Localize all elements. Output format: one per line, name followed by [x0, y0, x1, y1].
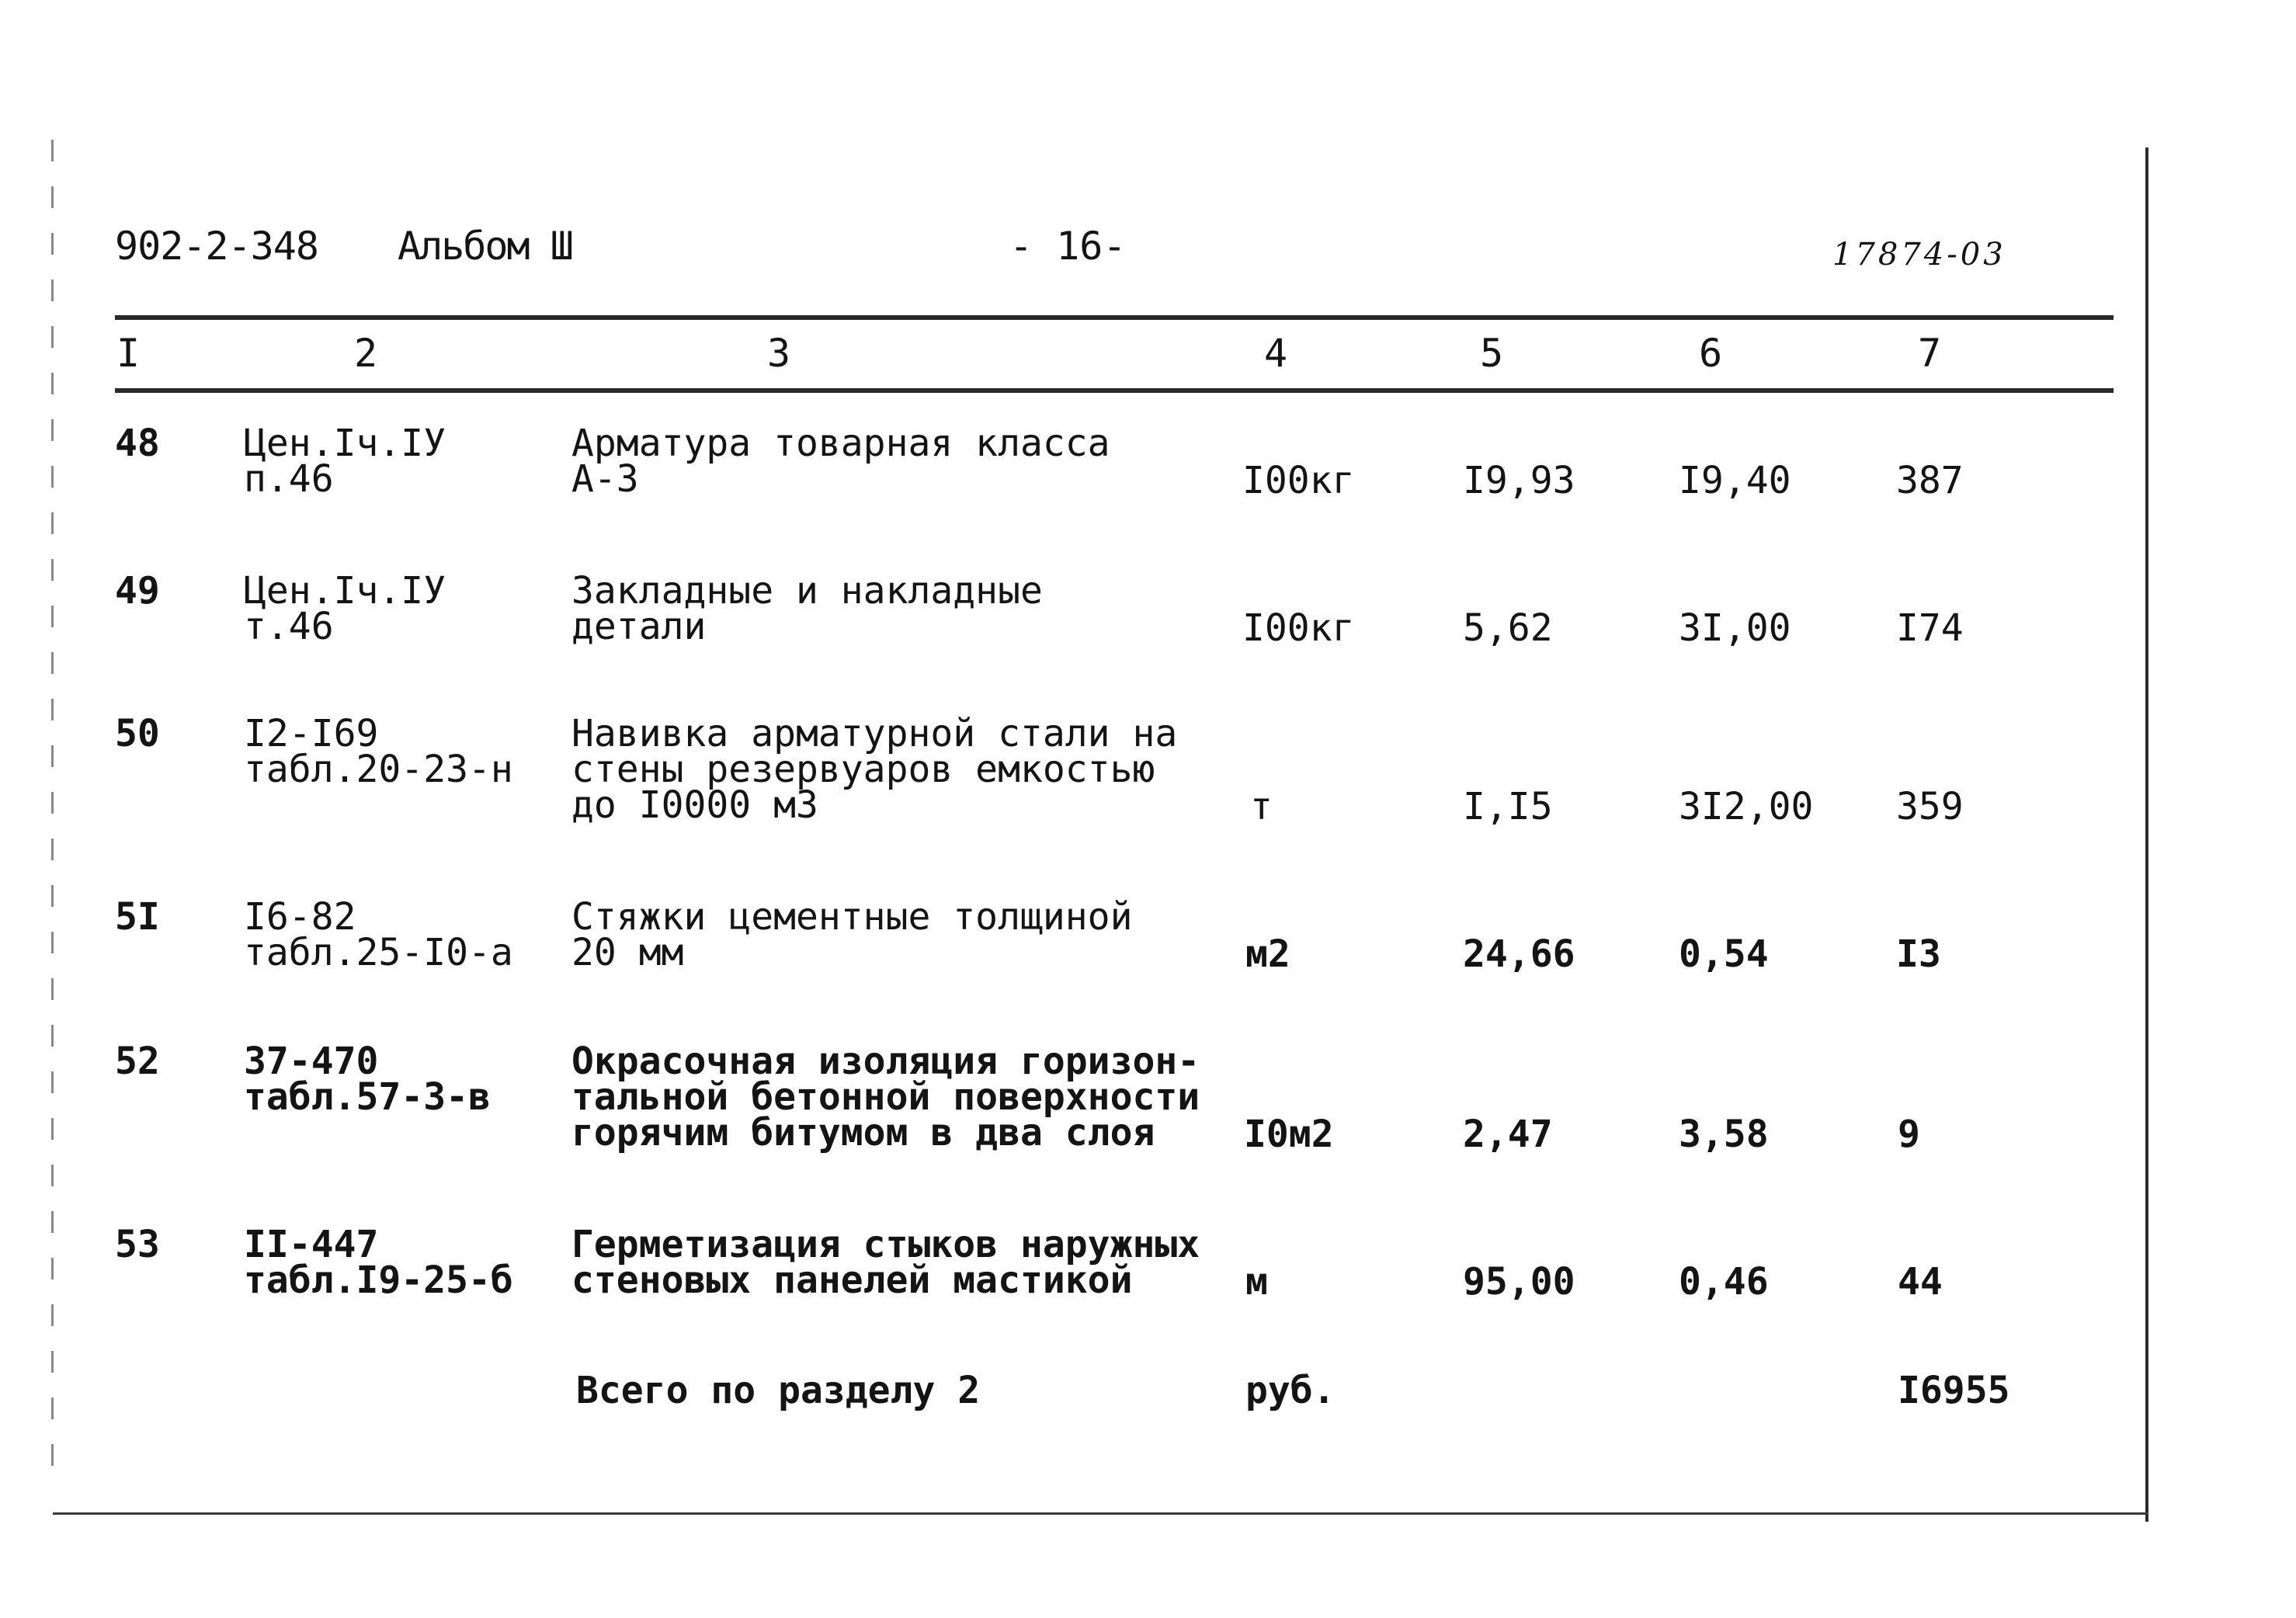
column-number: 2: [354, 331, 378, 376]
row-description-line: А-3: [571, 457, 639, 501]
column-number: 6: [1699, 331, 1723, 376]
row-unit-price: I9,40: [1679, 459, 1791, 502]
column-number: I: [116, 331, 141, 376]
row-description-line: Навивка арматурной стали на: [571, 712, 1178, 755]
row-number: 52: [115, 1040, 160, 1083]
row-number: 50: [115, 712, 160, 755]
row-unit-price: 3,58: [1679, 1113, 1769, 1156]
row-unit-price: 0,46: [1679, 1260, 1769, 1304]
row-unit-price: 3I,00: [1679, 606, 1791, 650]
row-quantity: 24,66: [1463, 932, 1575, 976]
row-code-line: т.46: [244, 605, 334, 648]
frame-bottom-border: [53, 1512, 2148, 1515]
row-description-line: тальной бетонной поверхности: [571, 1075, 1200, 1119]
row-total: 44: [1898, 1260, 1943, 1304]
row-code-line: табл.20-23-н: [244, 748, 513, 791]
row-code-line: табл.25-I0-а: [244, 931, 513, 974]
row-description-line: Арматура товарная класса: [571, 422, 1110, 465]
row-number: 48: [115, 422, 160, 465]
row-number: 5I: [115, 895, 160, 939]
row-total: I3: [1896, 932, 1941, 976]
doc-code: 902-2-348: [115, 224, 318, 269]
row-description-line: до I0000 м3: [571, 783, 818, 827]
row-code-line: I2-I69: [244, 712, 379, 755]
table-top-rule: [115, 315, 2114, 320]
column-number: 5: [1480, 331, 1504, 376]
column-number: 3: [767, 331, 791, 376]
row-quantity: 95,00: [1463, 1260, 1575, 1304]
stamp-number: 17874-03: [1832, 237, 2006, 273]
row-code-line: II-447: [244, 1223, 379, 1266]
row-code-line: табл.57-3-в: [244, 1075, 491, 1119]
page-number: - 16-: [1009, 224, 1127, 269]
summary-total: I6955: [1898, 1369, 2010, 1412]
row-code-line: I6-82: [244, 895, 356, 939]
row-unit: I00кг: [1242, 606, 1355, 650]
row-unit: м: [1245, 1260, 1268, 1304]
row-unit: м2: [1245, 932, 1290, 976]
frame-left-dashes: [51, 140, 54, 1475]
summary-label: Всего по разделу 2: [576, 1369, 981, 1412]
album-label: Альбом Ш: [398, 224, 572, 269]
row-quantity: I9,93: [1463, 459, 1575, 502]
row-code-line: табл.I9-25-б: [244, 1259, 513, 1302]
row-quantity: 5,62: [1463, 606, 1553, 650]
row-description-line: Герметизация стыков наружных: [571, 1223, 1200, 1266]
row-quantity: 2,47: [1463, 1113, 1553, 1156]
row-number: 53: [115, 1223, 160, 1266]
row-description-line: Закладные и накладные: [571, 569, 1043, 613]
row-total: 9: [1898, 1113, 1920, 1156]
summary-unit: руб.: [1245, 1369, 1336, 1412]
row-code-line: Цен.Iч.IУ: [244, 569, 446, 613]
row-description-line: детали: [571, 605, 707, 648]
row-number: 49: [115, 569, 160, 613]
row-code-line: п.46: [244, 457, 334, 501]
table-header-rule: [115, 388, 2114, 393]
row-description-line: Окрасочная изоляция горизон-: [571, 1040, 1200, 1083]
row-description-line: Стяжки цементные толщиной: [571, 895, 1133, 939]
row-quantity: I,I5: [1463, 785, 1553, 828]
row-total: 387: [1896, 459, 1964, 502]
column-number: 4: [1264, 331, 1288, 376]
row-description-line: стеновых панелей мастикой: [571, 1259, 1133, 1302]
row-total: I74: [1896, 606, 1964, 650]
frame-right-border: [2145, 148, 2148, 1522]
column-number: 7: [1918, 331, 1942, 376]
row-unit-price: 0,54: [1679, 932, 1769, 976]
row-code-line: Цен.Iч.IУ: [244, 422, 446, 465]
row-description-line: горячим битумом в два слоя: [571, 1111, 1155, 1154]
row-description-line: стены резервуаров емкостью: [571, 748, 1155, 791]
row-code-line: 37-470: [244, 1040, 379, 1083]
row-unit-price: 3I2,00: [1679, 785, 1814, 828]
row-unit: I00кг: [1242, 459, 1355, 502]
row-total: 359: [1896, 785, 1964, 828]
row-unit: I0м2: [1244, 1113, 1334, 1156]
row-description-line: 20 мм: [571, 931, 684, 974]
row-unit: т: [1250, 785, 1273, 828]
